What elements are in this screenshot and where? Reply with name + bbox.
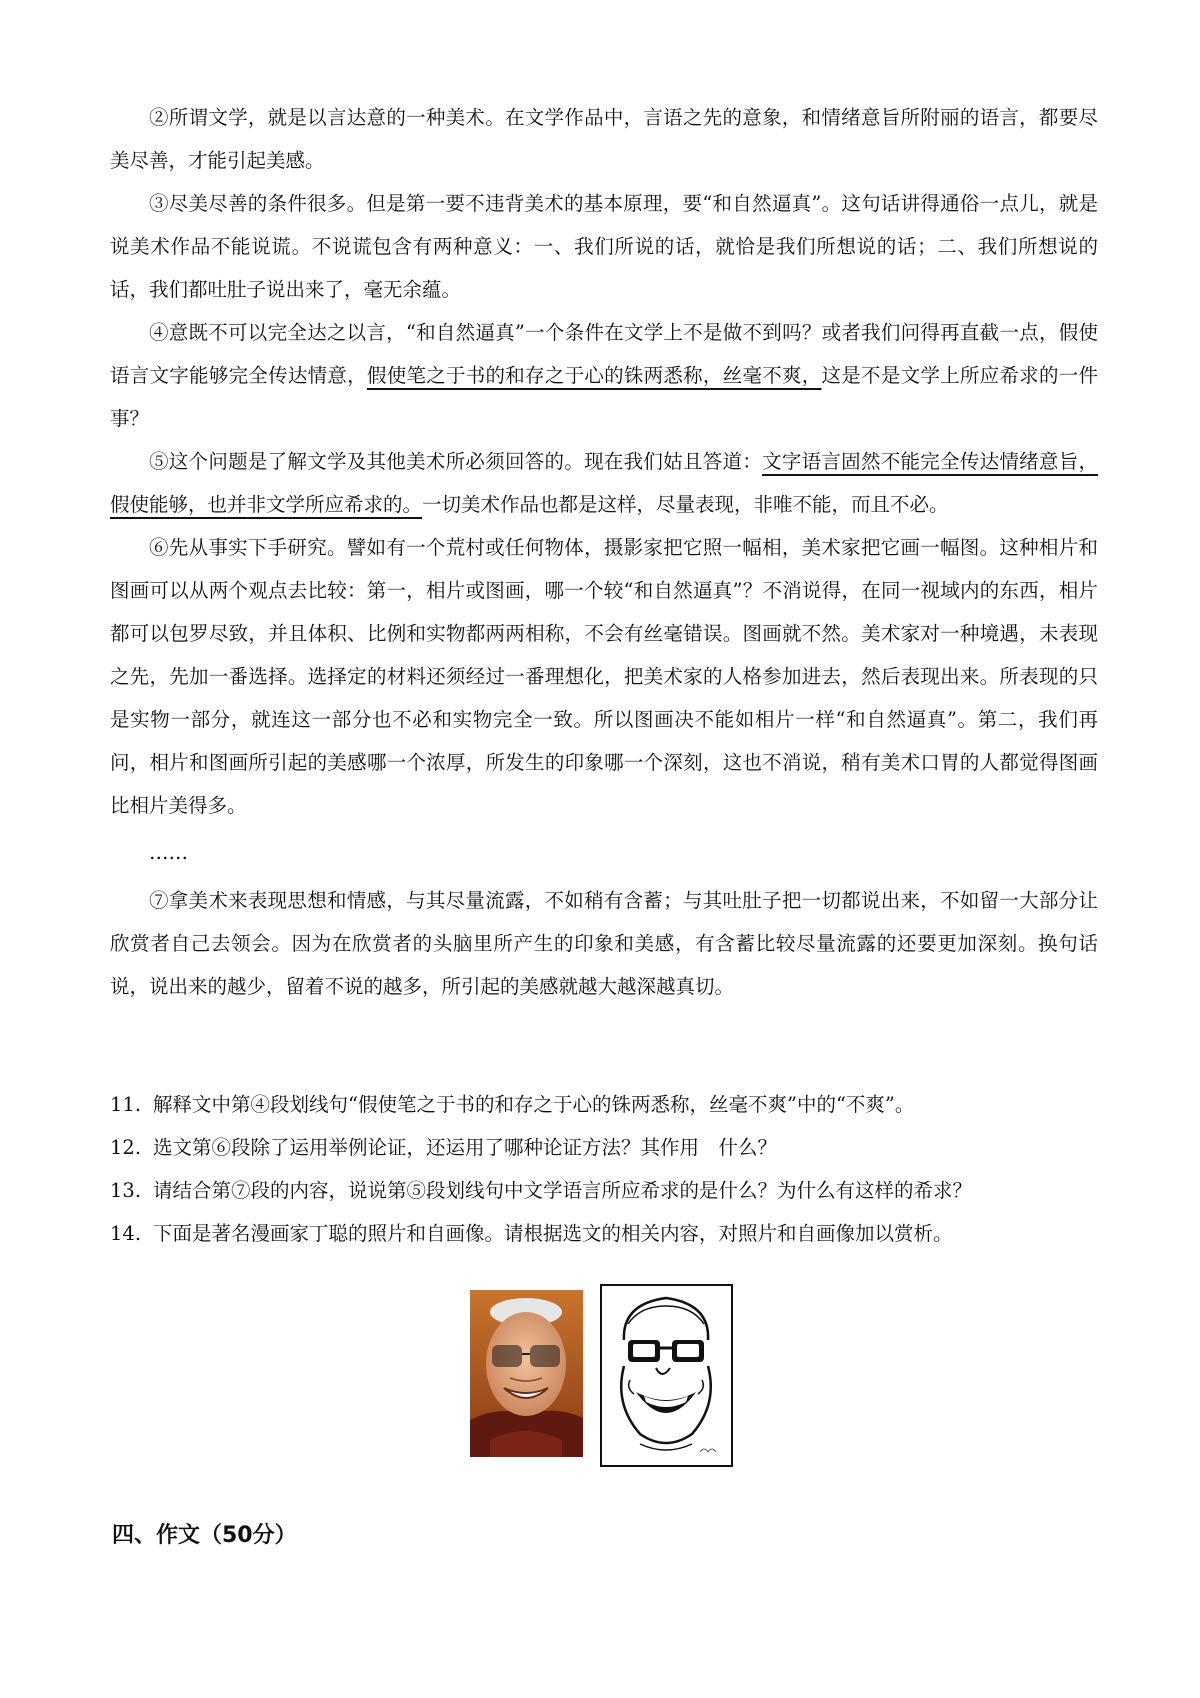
question-12-number: 12. [110,1136,142,1159]
paragraph-6: ⑥先从事实下手研究。譬如有一个荒村或任何物体，摄影家把它照一幅相，美术家把它画一幅图。这种相片和图画可以从两个观点去比较：第一，相片或图画，哪一个较“和自然逼真”？不消说得，在同一视域内的东西，相片都可以包罗尽致，并且体积、比例和实物都两两相称，不会有丝毫错误。图画就不然。美术家对一种境遇，未表现之先，先加一番选择。选择定的材料还须经过一番理想化，把美术家的人格参加进去，然后表现出来。所表现的只是实物一部分，就连这一部分也不必和实物完全一致。所以图画决不能如相片一样“和自然逼真”。第二，我们再问，相片和图画所引起的美感哪一个浓厚，所发生的印象哪一个深刻，这也不消说，稍有美术口胃的人都觉得图画比相片美得多。 [110,536,1098,817]
question-13-number: 13. [110,1179,142,1202]
question-13-text: 请结合第⑦段的内容，说说第⑤段划线句中文学语言所应希求的是什么？为什么有这样的希求？ [153,1179,973,1202]
reading-passage [110,96,1098,1008]
paragraph-4-text-after: 这是不是文学上所应希求的一件事？ [110,364,1098,430]
question-11 [110,1083,1098,1126]
paragraph-5 [110,440,1098,526]
question-11-text: 解释文中第④段划线句“假使笔之于书的和存之于心的铢两悉称，丝毫不爽”中的“不爽”。 [153,1093,915,1116]
paragraph-3: ③尽美尽善的条件很多。但是第一要不违背美术的基本原理，要“和自然逼真”。这句话讲得通俗一点儿，就是说美术作品不能说谎。不说谎包含有两种意义：一、我们所说的话，就恰是我们所想说的话；二、我们所想说的话，我们都吐肚子说出来了，毫无余蕴。 [110,192,1098,301]
paragraph-4-text-before: ④意既不可以完全达之以言，“和自然逼真”一个条件在文学上不是做不到吗？或者我们问得再直截一点，假使语言文字能够完全传达情意， [110,321,1098,387]
question-14 [110,1212,1098,1255]
paragraph-5-text-after: 一切美术作品也都是这样，尽量表现，非唯不能，而且不必。 [422,493,949,516]
question-13 [110,1169,1098,1212]
question-12 [110,1126,1098,1169]
question-11-number: 11. [110,1093,142,1116]
question-12-text: 选文第⑥段除了运用举例论证，还运用了哪种论证方法？其作用 什么？ [153,1136,778,1159]
question-list [110,1083,1098,1255]
ding-cong-photo [470,1290,583,1457]
paragraph-2: ②所谓文学，就是以言达意的一种美术。在文学作品中，言语之先的意象，和情绪意旨所附丽的语言，都要尽美尽善，才能引起美感。 [110,106,1098,172]
paragraph-5-underlined-sentence: 文字语言固然不能完全传达情绪意旨，假使能够，也并非文学所应希求的。 [110,450,1098,516]
section-heading: 四、作文（50分） [112,1523,297,1548]
paragraph-5-text-before: ⑤这个问题是了解文学及其他美术所必须回答的。现在我们姑且答道： [149,450,763,473]
ding-cong-self-portrait [600,1284,733,1467]
paragraph-4-underlined-sentence: 假使笔之于书的和存之于心的铢两悉称，丝毫不爽， [366,364,822,387]
question-14-number: 14. [110,1222,142,1245]
paragraph-7: ⑦拿美术来表现思想和情感，与其尽量流露，不如稍有含蓄；与其吐肚子把一切都说出来，不如留一大部分让欣赏者自己去领会。因为在欣赏者的头脑里所产生的印象和美感，有含蓄比较尽量流露的还要更加深刻。换句话说，说出来的越少，留着不说的越多，所引起的美感就越大越深越真切。 [110,889,1098,998]
ellipsis: …… [149,841,188,864]
question-14-text: 下面是著名漫画家丁聪的照片和自画像。请根据选文的相关内容，对照片和自画像加以赏析。 [153,1222,953,1245]
paragraph-4 [110,311,1098,440]
